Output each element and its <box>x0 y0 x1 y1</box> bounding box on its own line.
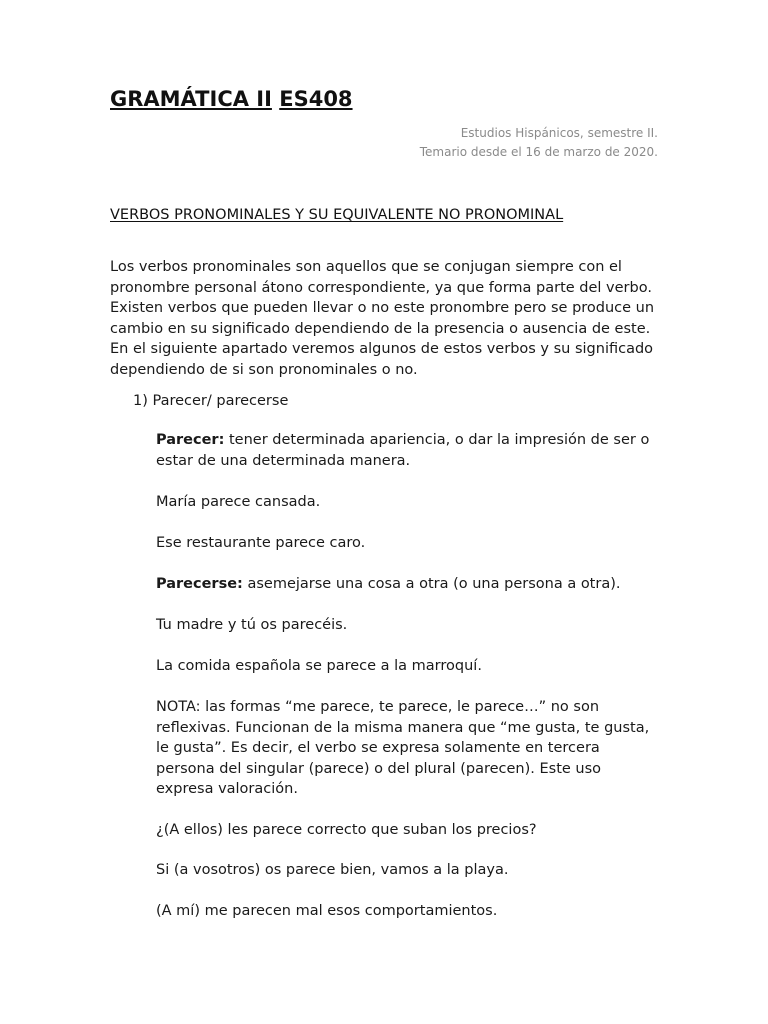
example-sentence: Ese restaurante parece caro. <box>156 535 366 551</box>
definition-text-parecer: tener determinada apariencia, o dar la impresión de ser o estar de una determinada manera. <box>156 432 650 469</box>
example-sentence: ¿(A ellos) les parece correcto que suban los precios? <box>156 822 537 838</box>
nota-paragraph: NOTA: las formas “me parece, te parece, le parece…” no son reflexivas. Funcionan de la misma manera que “me gusta, te gusta, le gusta”. Es decir, el verbo se expresa solamente en tercera persona del singular (parece) o del plural (parecen). Este uso expresa valoración. <box>156 699 650 797</box>
definition-parecer <box>156 430 656 471</box>
example-sentence: (A mí) me parecen mal esos comportamientos. <box>156 903 498 919</box>
course-code: ES408 <box>279 87 353 111</box>
document-meta <box>420 124 658 162</box>
intro-paragraph: Los verbos pronominales son aquellos que se conjugan siempre con el pronombre personal átono correspondiente, ya que forma parte del verbo. Existen verbos que pueden llevar o no este pronombre pero se produce un cambio en su significado dependiendo de la presencia o ausencia de este. En el siguiente apartado veremos algunos de estos verbos y su significado dependiendo de si son pronominales o no. <box>110 259 655 378</box>
list-item-parecer: 1) Parecer/ parecerse <box>133 393 289 409</box>
definition-text-parecerse: asemejarse una cosa a otra (o una persona a otra). <box>242 576 621 592</box>
document-title <box>110 86 353 112</box>
section-heading: VERBOS PRONOMINALES Y SU EQUIVALENTE NO PRONOMINAL <box>110 207 564 223</box>
example-sentence: Tu madre y tú os parecéis. <box>156 617 348 633</box>
example-sentence: La comida española se parece a la marroquí. <box>156 658 482 674</box>
definition-parecerse <box>156 574 656 595</box>
meta-program: Estudios Hispánicos, semestre II. <box>460 126 658 140</box>
term-parecer: Parecer: <box>156 432 225 448</box>
term-parecerse: Parecerse: <box>156 576 243 592</box>
example-sentence: Si (a vosotros) os parece bien, vamos a la playa. <box>156 862 509 878</box>
example-sentence: María parece cansada. <box>156 494 321 510</box>
course-name: GRAMÁTICA II <box>110 87 272 111</box>
meta-syllabus-date: Temario desde el 16 de marzo de 2020. <box>419 145 658 159</box>
